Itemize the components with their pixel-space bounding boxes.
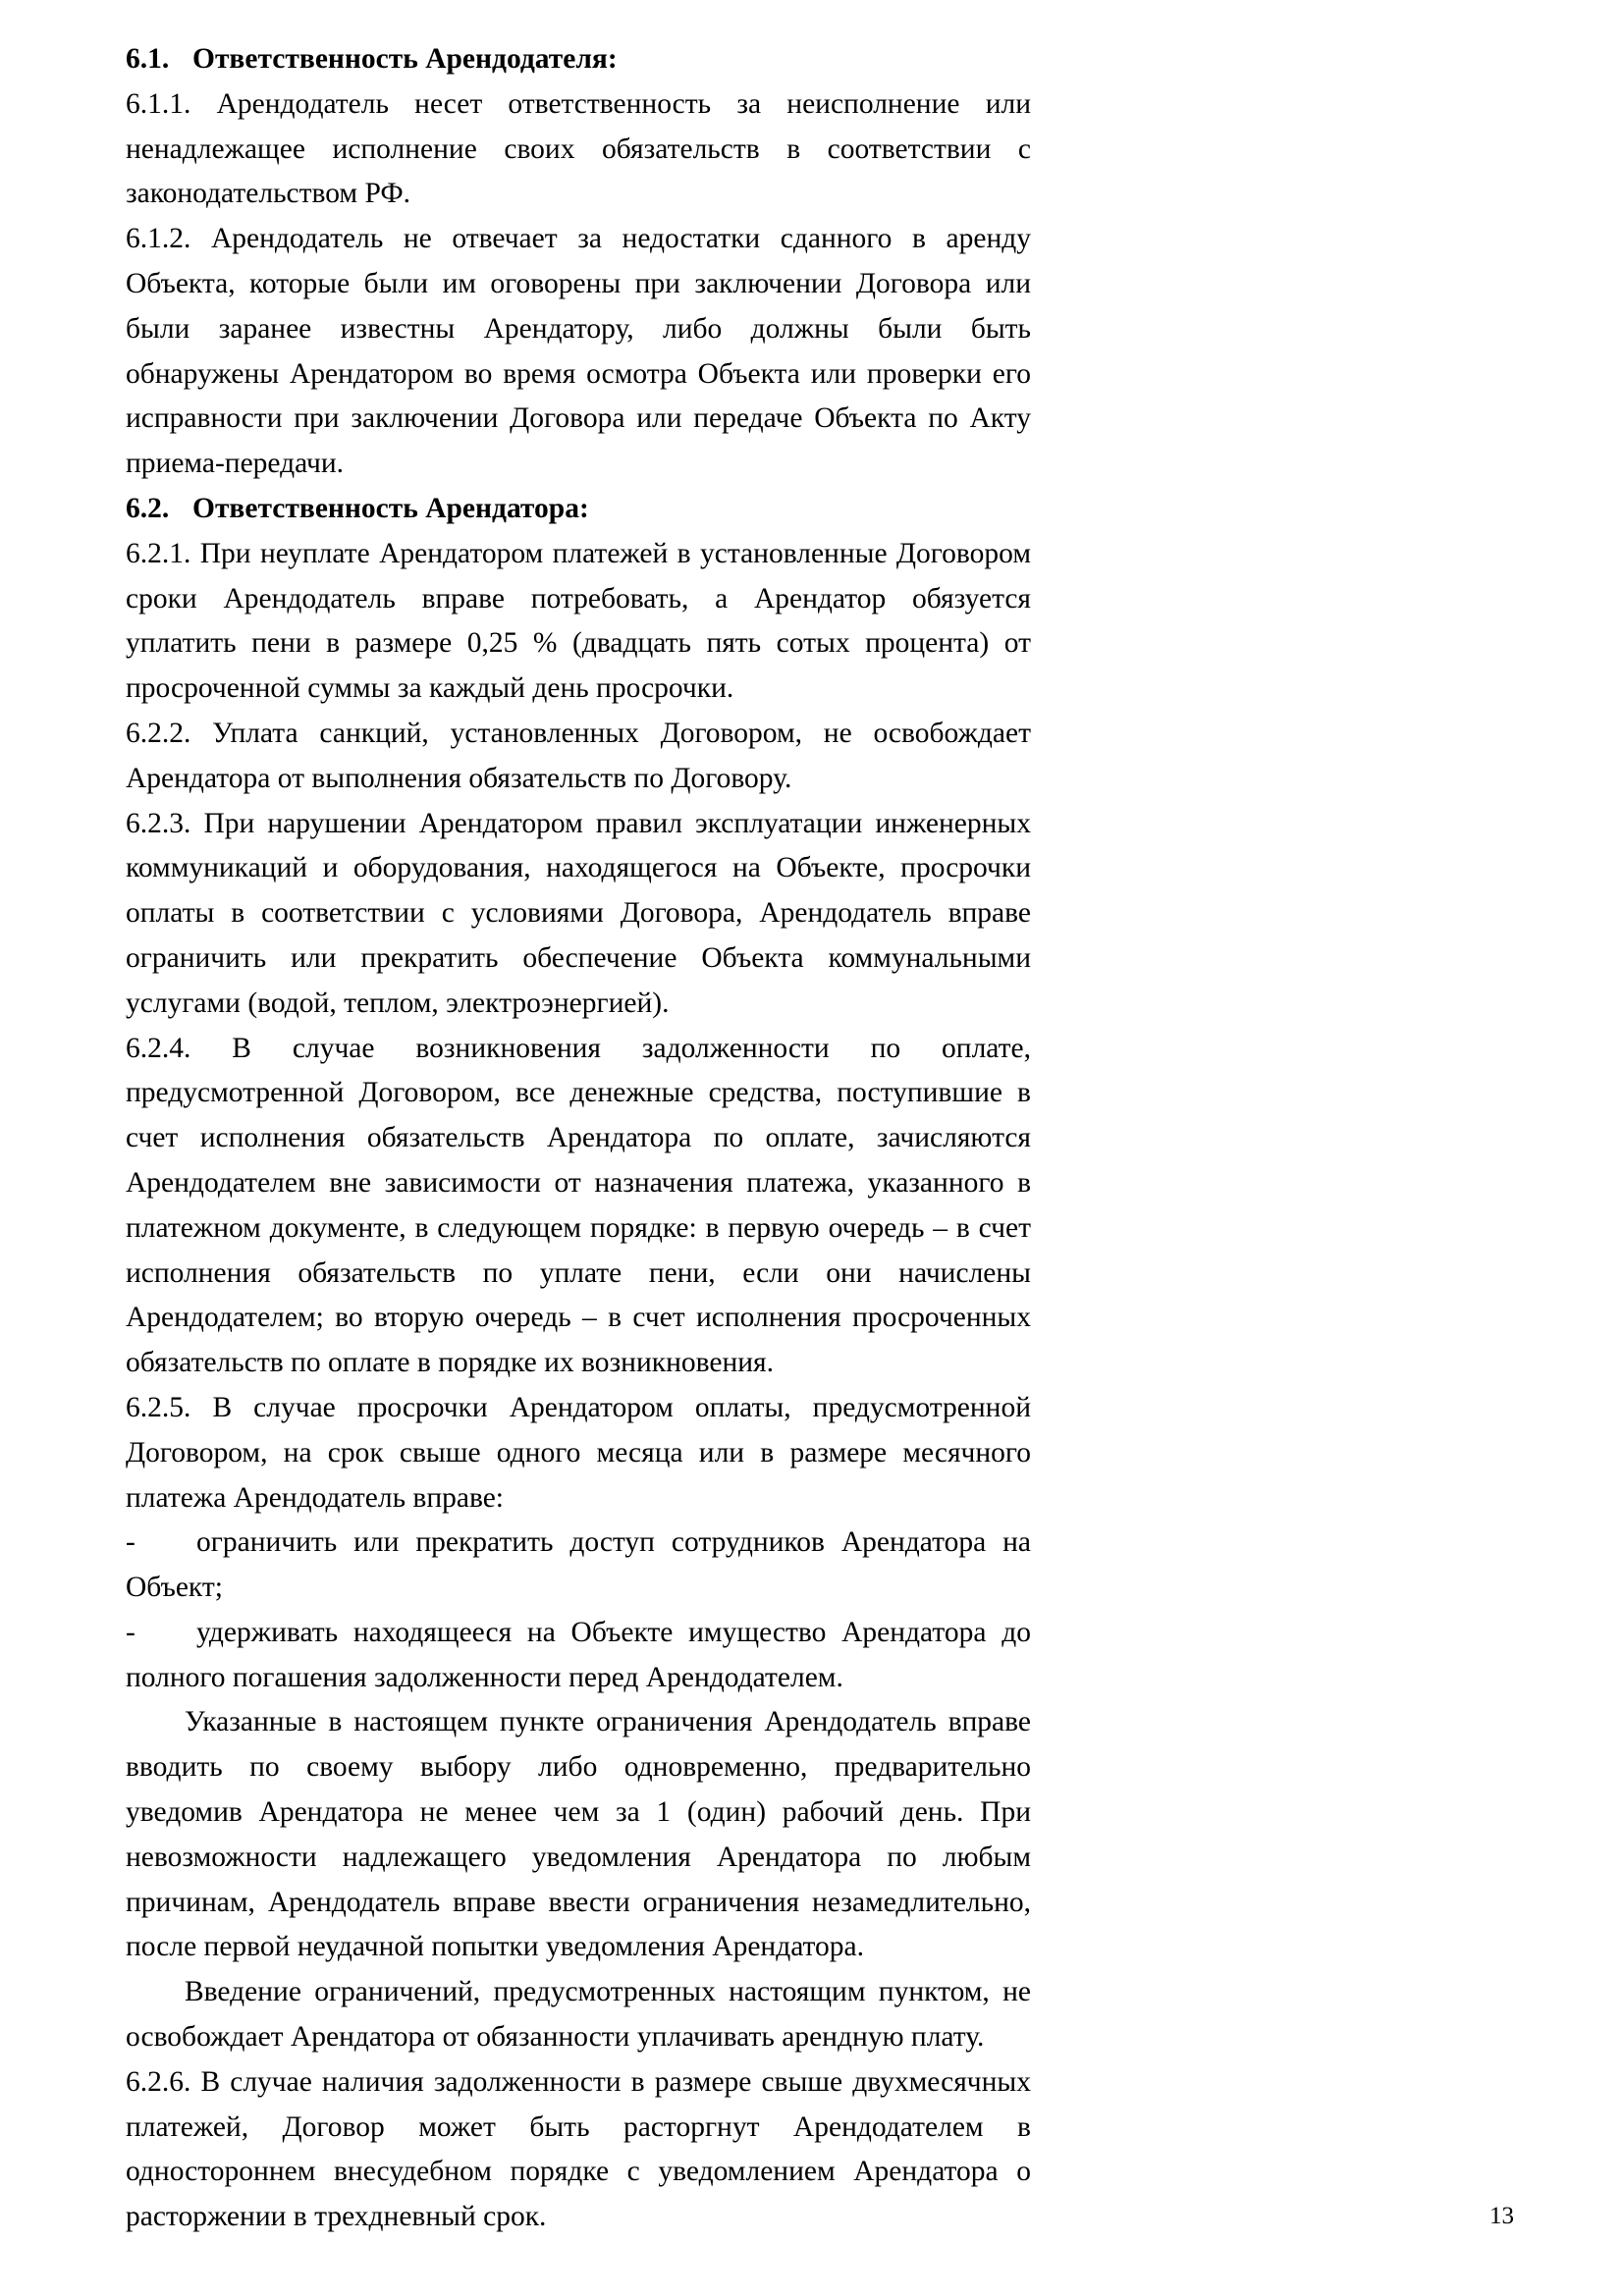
section-number-6-1: 6.1. [126,43,170,75]
paragraph-6-1-1: 6.1.1. Арендодатель несет ответственность за неисполнение или ненадлежащее исполнение своих обязательств в соответствии с законодательством РФ. [126,87,1031,210]
paragraph-6-2-5-note-2: Введение ограничений, предусмотренных настоящим пунктом, не освобождает Арендатора от обязанности уплачивать арендную плату. [126,1976,1031,2054]
paragraph-6-2-4: 6.2.4. В случае возникновения задолженности по оплате, предусмотренной Договором, все денежные средства, поступившие в счет исполнения обязательств Арендатора по оплате, зачисляются Арендодателем вне зависимости от назначения платежа, указанного в платежном документе, в следующем порядке: в первую очередь – в счет исполнения обязательств по уплате пени, если они начислены Арендодателем; во вторую очередь – в счет исполнения просроченных обязательств по оплате в порядке их возникновения. [126,1032,1031,1379]
section-title-6-1: Ответственность Арендодателя: [192,43,618,75]
section-number-6-2: 6.2. [126,492,170,524]
list-item-label: удерживать находящееся на Объекте имущество Арендатора до полного погашения задолженности перед Арендодателем. [126,1616,1031,1693]
dash-bullet-icon: - [126,1616,135,1648]
paragraph-6-2-5: 6.2.5. В случае просрочки Арендатором оплаты, предусмотренной Договором, на срок свыше одного месяца или в размере месячного платежа Арендодатель вправе: [126,1391,1031,1514]
dash-bullet-icon: - [126,1526,135,1559]
list-item-label: ограничить или прекратить доступ сотрудников Арендатора на Объект; [126,1526,1031,1604]
page-content [126,37,1031,2240]
page-number: 13 [1489,2203,1514,2229]
paragraph-6-2-1: 6.2.1. При неуплате Арендатором платежей в установленные Договором сроки Арендодатель вправе потребовать, а Арендатор обязуется уплатить пени в размере 0,25 % (двадцать пять сотых процента) от просроченной суммы за каждый день просрочки. [126,537,1031,705]
paragraph-6-2-6: 6.2.6. В случае наличия задолженности в размере свыше двухмесячных платежей, Договор может быть расторгнут Арендодателем в одностороннем внесудебном порядке с уведомлением Арендатора о расторжении в трехдневный срок. [126,2065,1031,2233]
section-heading-6-2 [126,487,1031,532]
paragraph-6-1-2: 6.1.2. Арендодатель не отвечает за недостатки сданного в аренду Объекта, которые были им оговорены при заключении Договора или были заранее известны Арендатору, либо должны были быть обнаружены Арендатором во время осмотра Объекта или проверки его исправности при заключении Договора или передаче Объекта по Акту приема-передачи. [126,223,1031,480]
section-heading-6-1 [126,37,1031,82]
paragraph-6-2-2: 6.2.2. Уплата санкций, установленных Договором, не освобождает Арендатора от выполнения обязательств по Договору. [126,717,1031,794]
section-title-6-2: Ответственность Арендатора: [192,492,589,524]
paragraph-6-2-3: 6.2.3. При нарушении Арендатором правил эксплуатации инженерных коммуникаций и оборудования, находящегося на Объекте, просрочки оплаты в соответствии с условиями Договора, Арендодатель вправе ограничить или прекратить обеспечение Объекта коммунальными услугами (водой, теплом, электроэнергией). [126,807,1031,1019]
list-item [126,1611,1031,1701]
list-item [126,1521,1031,1611]
paragraph-6-2-5-note-1: Указанные в настоящем пункте ограничения Арендодатель вправе вводить по своему выбору либо одновременно, предварительно уведомив Арендатора не менее чем за 1 (один) рабочий день. При невозможности надлежащего уведомления Арендатора по любым причинам, Арендодатель вправе ввести ограничения незамедлительно, после первой неудачной попытки уведомления Арендатора. [126,1706,1031,1963]
